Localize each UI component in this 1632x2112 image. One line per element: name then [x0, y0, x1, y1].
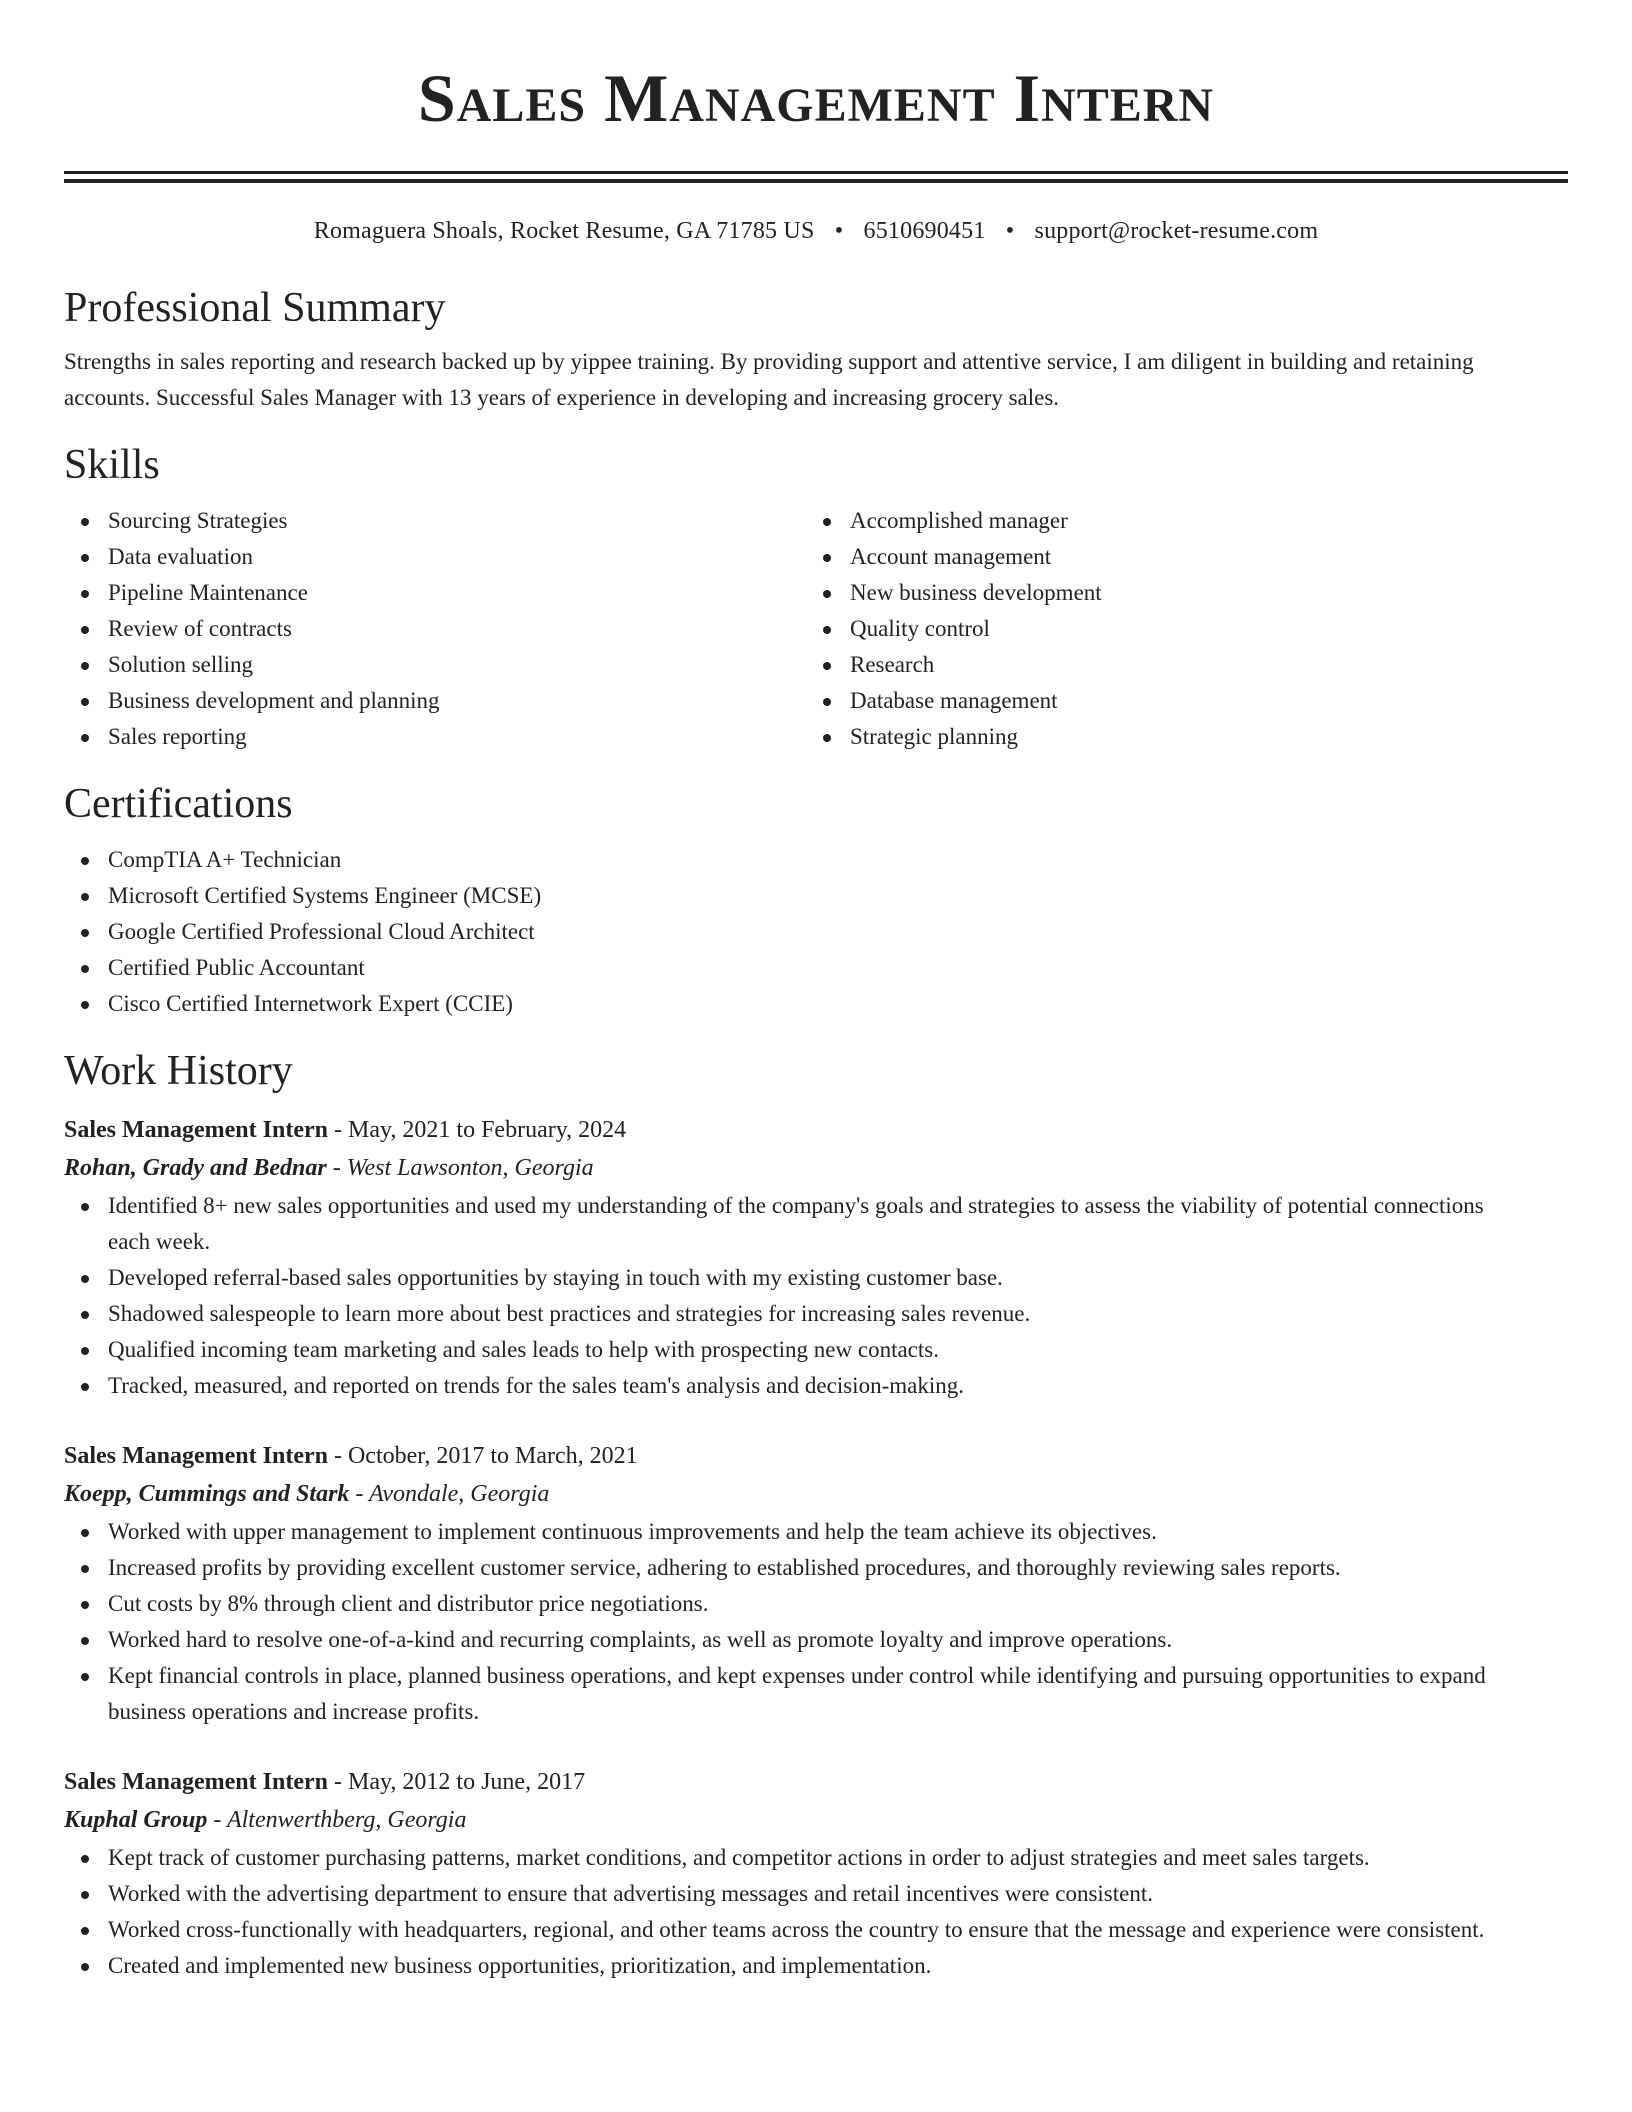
- job-bullet: Kept track of customer purchasing patterns, market conditions, and competitor actions in order to adjust strategies and meet sales targets.: [108, 1840, 1568, 1876]
- skill-item: Account management: [850, 539, 1548, 575]
- job-company-line: [64, 1148, 1568, 1188]
- job-bullet: Qualified incoming team marketing and sales leads to help with prospecting new contacts.: [108, 1332, 1568, 1368]
- job-company-line: [64, 1474, 1568, 1514]
- job-company: Kuphal Group: [64, 1807, 208, 1833]
- contact-email: support@rocket-resume.com: [1034, 218, 1319, 244]
- job-bullet: Worked with upper management to implement continuous improvements and help the team achieve its objectives.: [108, 1514, 1568, 1550]
- skill-item: Sales reporting: [108, 719, 806, 755]
- header-double-rule: [64, 171, 1568, 183]
- certification-item: CompTIA A+ Technician: [108, 842, 1568, 878]
- job-bullet: Tracked, measured, and reported on trends for the sales team's analysis and decision-making.: [108, 1368, 1568, 1404]
- job-company-line: [64, 1800, 1568, 1840]
- job-title-line: [64, 1764, 1568, 1800]
- job-bullet: Increased profits by providing excellent customer service, adhering to established procedures, and thoroughly reviewing sales reports.: [108, 1550, 1568, 1586]
- contact-phone: 6510690451: [863, 218, 986, 244]
- resume-name: Sales Management Intern: [417, 60, 1215, 136]
- skill-item: Database management: [850, 683, 1548, 719]
- job-entry: [64, 1112, 1568, 1404]
- job-title: Sales Management Intern: [64, 1769, 328, 1795]
- job-title: Sales Management Intern: [64, 1117, 328, 1143]
- resume-page: [64, 0, 1568, 1984]
- job-entry: [64, 1438, 1568, 1730]
- job-location: - West Lawsonton, Georgia: [326, 1155, 594, 1181]
- job-company: Rohan, Grady and Bednar: [64, 1155, 327, 1181]
- job-bullet: Shadowed salespeople to learn more about best practices and strategies for increasing sales revenue.: [108, 1296, 1568, 1332]
- job-company: Koepp, Cummings and Stark: [64, 1481, 350, 1507]
- job-bullet: Kept financial controls in place, planned business operations, and kept expenses under control while identifying and pursuing opportunities to expand business operations and increase profits.: [108, 1658, 1568, 1730]
- skills-column-right: [806, 503, 1548, 755]
- summary-heading: Professional Summary: [64, 285, 446, 331]
- job-bullet: Identified 8+ new sales opportunities and used my understanding of the company's goals and strategies to assess the viability of potential connections each week.: [108, 1188, 1568, 1260]
- certifications-heading: Certifications: [64, 781, 293, 827]
- skill-item: New business development: [850, 575, 1548, 611]
- skill-item: Research: [850, 647, 1548, 683]
- job-dates: - May, 2021 to February, 2024: [327, 1117, 627, 1143]
- certification-item: Microsoft Certified Systems Engineer (MCSE): [108, 878, 1568, 914]
- job-location: - Altenwerthberg, Georgia: [207, 1807, 467, 1833]
- skills-heading: Skills: [64, 442, 160, 488]
- job-bullet: Developed referral-based sales opportunities by staying in touch with my existing customer base.: [108, 1260, 1568, 1296]
- job-title: Sales Management Intern: [64, 1443, 328, 1469]
- skills-list-left: [64, 503, 806, 755]
- skills-list-right: [806, 503, 1548, 755]
- job-bullets: [64, 1514, 1568, 1730]
- certification-item: Google Certified Professional Cloud Architect: [108, 914, 1568, 950]
- job-bullet: Worked with the advertising department to ensure that advertising messages and retail incentives were consistent.: [108, 1876, 1568, 1912]
- skill-item: Quality control: [850, 611, 1548, 647]
- job-entry: [64, 1764, 1568, 1984]
- job-bullet: Worked hard to resolve one-of-a-kind and recurring complaints, as well as promote loyalty and improve operations.: [108, 1622, 1568, 1658]
- job-dates: - October, 2017 to March, 2021: [327, 1443, 638, 1469]
- contact-address: Romaguera Shoals, Rocket Resume, GA 71785 US: [313, 218, 815, 244]
- certifications-list: [64, 842, 1568, 1022]
- contact-separator: •: [1005, 218, 1015, 244]
- job-location: - Avondale, Georgia: [349, 1481, 550, 1507]
- job-title-line: [64, 1112, 1568, 1148]
- certification-item: Certified Public Accountant: [108, 950, 1568, 986]
- skills-column-left: [64, 503, 806, 755]
- skill-item: Business development and planning: [108, 683, 806, 719]
- summary-text: Strengths in sales reporting and research backed up by yippee training. By providing support and attentive service, I am diligent in building and retaining accounts. Successful Sales Manager with 13 years of experience in developing and increasing grocery sales.: [64, 349, 1474, 410]
- skill-item: Pipeline Maintenance: [108, 575, 806, 611]
- contact-separator: •: [834, 218, 844, 244]
- skill-item: Sourcing Strategies: [108, 503, 806, 539]
- job-bullet: Cut costs by 8% through client and distributor price negotiations.: [108, 1586, 1568, 1622]
- skill-item: Solution selling: [108, 647, 806, 683]
- skills-columns: [64, 503, 1568, 755]
- skill-item: Strategic planning: [850, 719, 1548, 755]
- job-bullets: [64, 1188, 1568, 1404]
- certification-item: Cisco Certified Internetwork Expert (CCIE): [108, 986, 1568, 1022]
- work-history-heading: Work History: [64, 1048, 293, 1094]
- job-bullet: Worked cross-functionally with headquarters, regional, and other teams across the country to ensure that the message and experience were consistent.: [108, 1912, 1568, 1948]
- job-title-line: [64, 1438, 1568, 1474]
- contact-line: [64, 216, 1568, 246]
- job-bullets: [64, 1840, 1568, 1984]
- skill-item: Accomplished manager: [850, 503, 1548, 539]
- job-bullet: Created and implemented new business opportunities, prioritization, and implementation.: [108, 1948, 1568, 1984]
- job-dates: - May, 2012 to June, 2017: [327, 1769, 586, 1795]
- skill-item: Data evaluation: [108, 539, 806, 575]
- skill-item: Review of contracts: [108, 611, 806, 647]
